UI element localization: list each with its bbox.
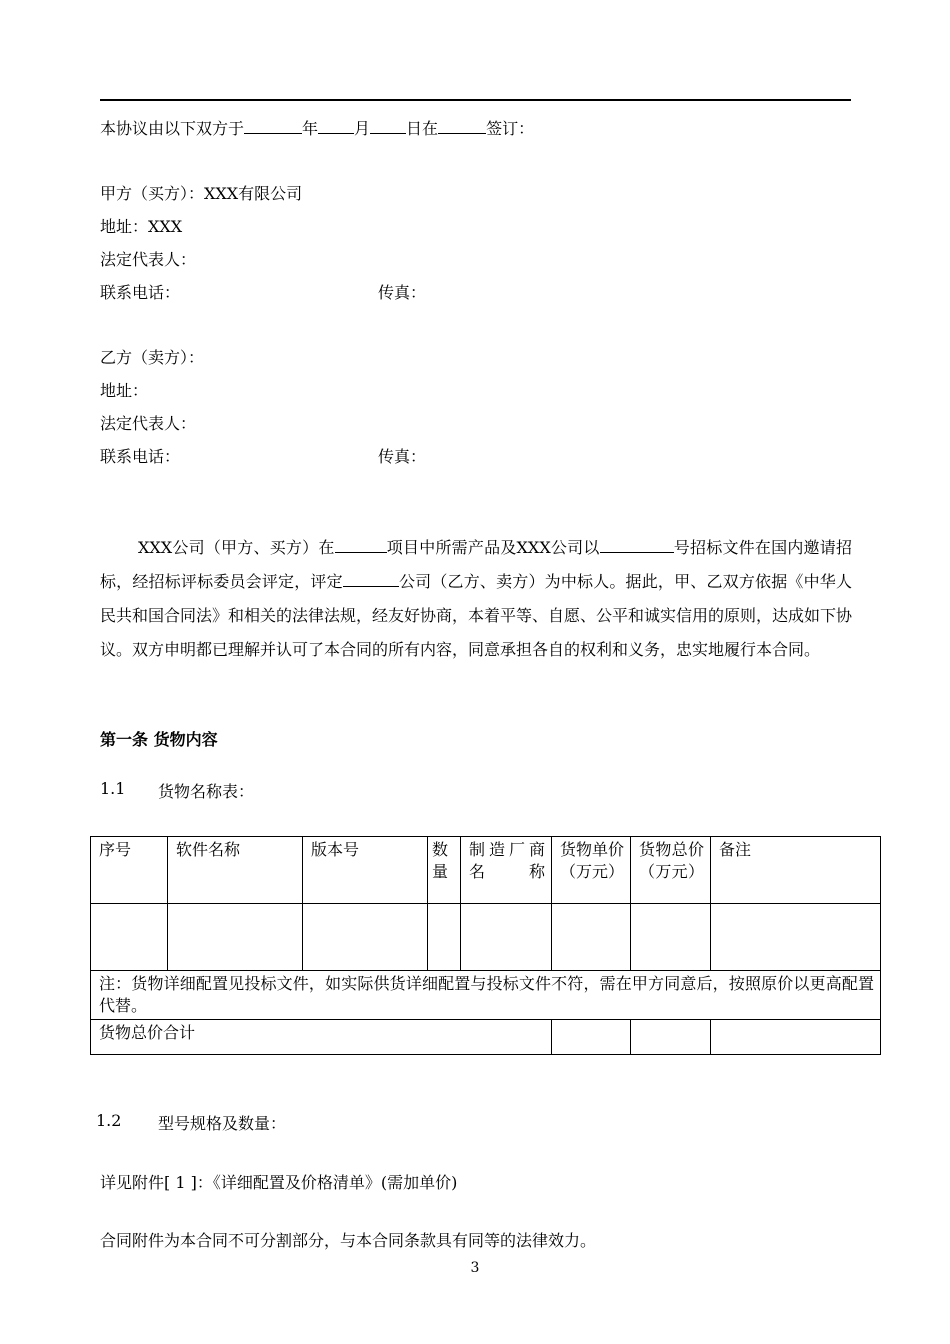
preamble-part-1: XXX公司（甲方、买方）在 <box>138 538 335 557</box>
section-1-2-label: 型号规格及数量： <box>158 1114 287 1133</box>
party-b-address: 地址： <box>100 381 149 400</box>
blank-month <box>318 117 354 134</box>
table-header-row <box>91 837 881 904</box>
total-label: 货物总价合计 <box>91 1020 552 1055</box>
preamble-paragraph <box>100 531 852 667</box>
party-b-legal-rep: 法定代表人： <box>100 414 197 433</box>
party-a-address: 地址：XXX <box>100 217 183 236</box>
header-cell: 备注 <box>711 837 881 904</box>
section-1-1-number: 1.1 <box>100 779 126 798</box>
section-1-1-label: 货物名称表： <box>158 782 255 801</box>
intro-day: 日在 <box>406 119 439 138</box>
header-cell: 序号 <box>91 837 168 904</box>
preamble-part-2: 项目中所需产品及XXX公司以 <box>386 538 600 557</box>
header-cell: 货物单价（万元） <box>552 837 631 904</box>
goods-table <box>90 836 881 1055</box>
attachment-reference: 详见附件[ 1 ]：《详细配置及价格清单》(需加单价) <box>100 1173 458 1192</box>
intro-signed: 签订： <box>486 119 535 138</box>
party-b-name: 乙方（卖方）： <box>100 348 205 367</box>
total-unit-cell <box>552 1020 631 1055</box>
top-rule <box>100 99 851 101</box>
section-1-2-number: 1.2 <box>96 1111 122 1130</box>
intro-prefix: 本协议由以下双方于 <box>100 119 245 138</box>
header-cell: 版本号 <box>303 837 428 904</box>
table-cell <box>461 904 552 971</box>
blank-day <box>370 117 406 134</box>
table-cell <box>631 904 711 971</box>
intro-year: 年 <box>302 119 319 138</box>
table-note-row <box>91 971 881 1020</box>
agreement-date-line <box>100 116 534 139</box>
total-remark-cell <box>711 1020 881 1055</box>
table-note: 注：货物详细配置见投标文件，如实际供货详细配置与投标文件不符，需在甲方同意后，按照原价以更高配置代替。 <box>91 971 881 1020</box>
page-number: 3 <box>470 1260 480 1276</box>
party-a-legal-rep: 法定代表人： <box>100 250 197 269</box>
blank-project <box>335 536 387 553</box>
header-cell: 货物总价（万元） <box>631 837 711 904</box>
preamble-part-4: 公司（乙方、卖方）为中标人。据此，甲、乙双方依据《中华人民共和国合同法》和相关的法律法规，经友好协商，本着平等、自愿、公平和诚实信用的原则，达成如下协议。双方申明都已理解并认可了本合同的所有内容，同意承担各自的权利和义务，忠实地履行本合同。 <box>100 572 853 659</box>
article-1-heading: 第一条 货物内容 <box>100 730 218 749</box>
table-cell <box>428 904 461 971</box>
blank-place <box>438 117 486 134</box>
blank-tender-no <box>600 536 674 553</box>
table-row <box>91 904 881 971</box>
table-cell <box>552 904 631 971</box>
party-a-phone: 联系电话： <box>100 283 181 302</box>
header-cell: 制造厂商名称 <box>461 837 552 904</box>
table-cell <box>91 904 168 971</box>
table-cell <box>168 904 303 971</box>
party-a-fax: 传真： <box>378 283 427 302</box>
table-cell <box>303 904 428 971</box>
total-sum-cell <box>631 1020 711 1055</box>
intro-month: 月 <box>354 119 371 138</box>
party-b-fax: 传真： <box>378 447 427 466</box>
table-cell <box>711 904 881 971</box>
preamble-part-3: 号招标文件在国内邀请招标，经招标评标委员会评定，评定 <box>100 538 852 591</box>
party-a-name: 甲方（买方）：XXX有限公司 <box>100 184 303 203</box>
header-cell: 数量 <box>428 837 461 904</box>
blank-winner <box>343 570 399 587</box>
attachment-effect: 合同附件为本合同不可分割部分，与本合同条款具有同等的法律效力。 <box>100 1231 597 1250</box>
table-total-row <box>91 1020 881 1055</box>
header-cell: 软件名称 <box>168 837 303 904</box>
blank-year <box>244 117 302 134</box>
party-b-phone: 联系电话： <box>100 447 181 466</box>
